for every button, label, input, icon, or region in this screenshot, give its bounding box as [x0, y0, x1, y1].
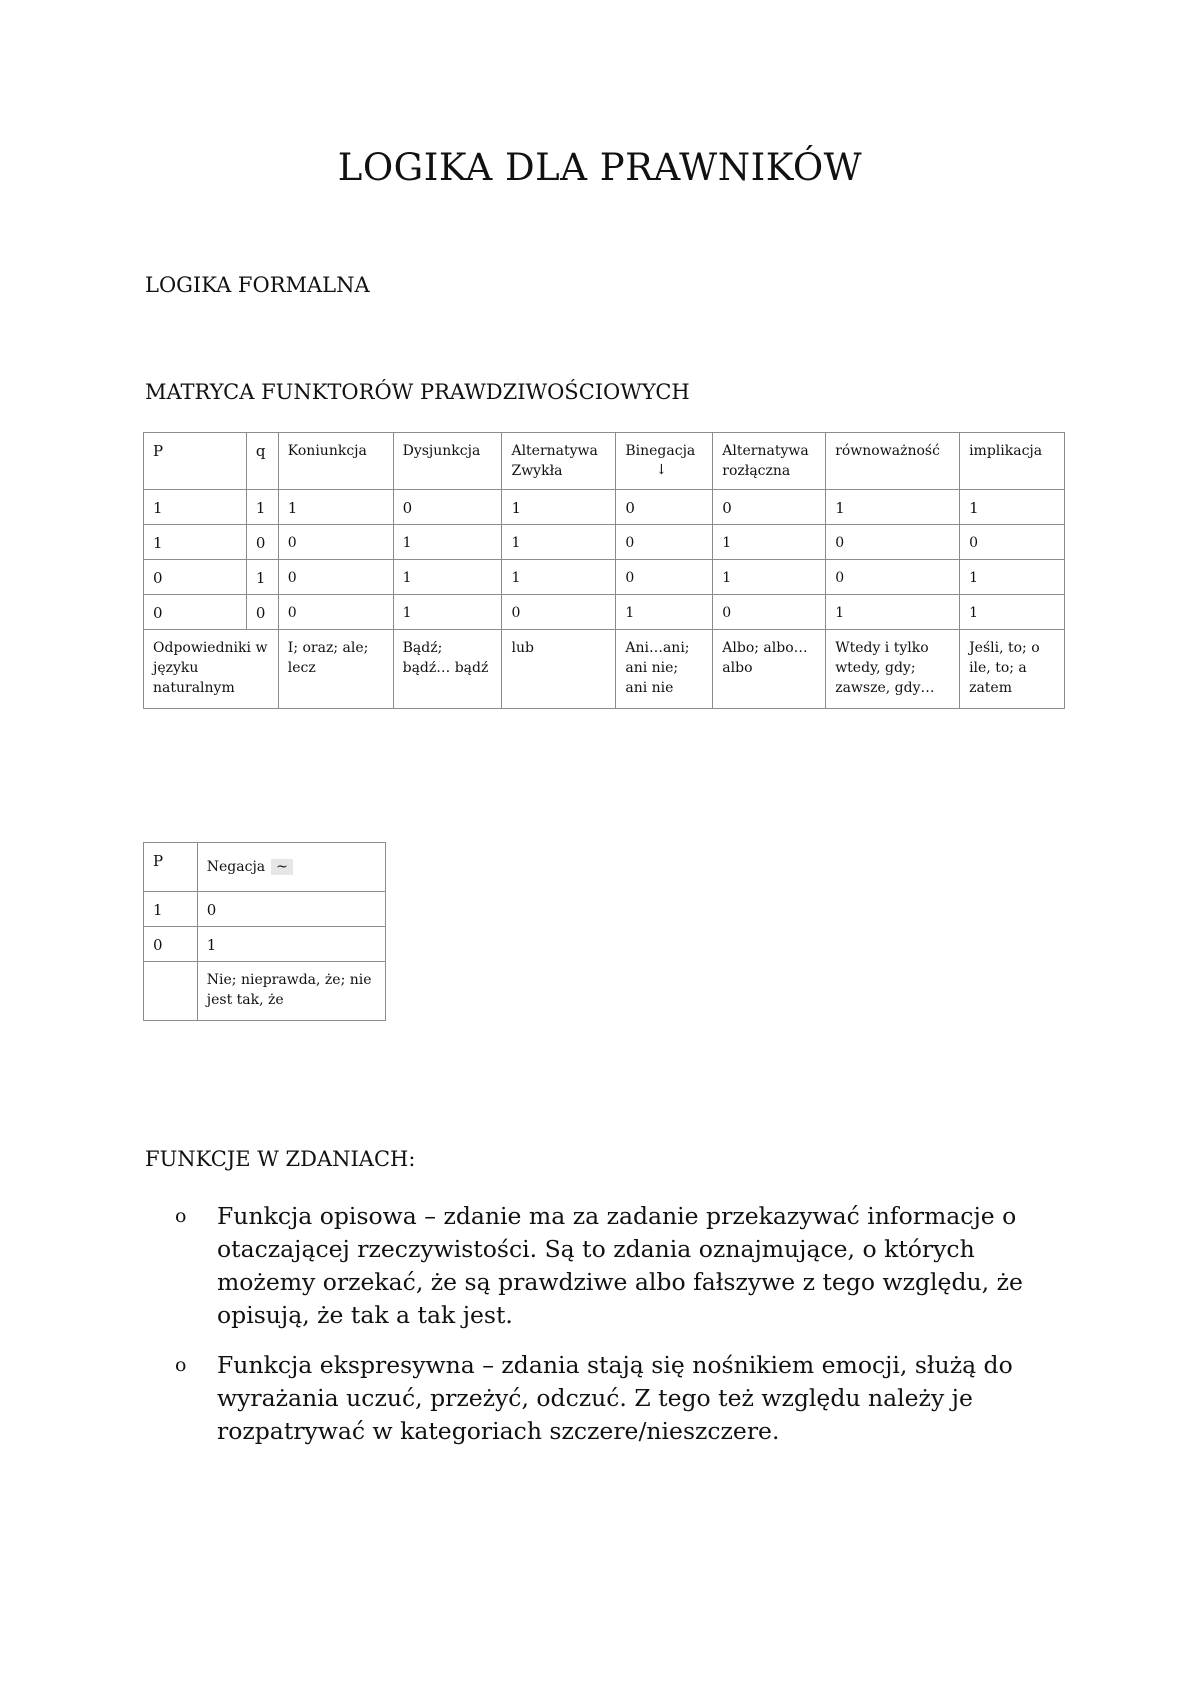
table-cell: 1 [960, 490, 1065, 525]
table-cell: 1 [826, 490, 960, 525]
list-item-text: Funkcja ekspresywna – zdania stają się nośnikiem emocji, służą do wyrażania uczuć, przeżyć, odczuć. Z tego też względu należy je rozpatrywać w kategoriach szczere/nieszczere. [217, 1351, 1013, 1445]
table-row [144, 525, 1065, 560]
table-cell: 1 [393, 560, 502, 595]
functions-list [175, 1200, 1055, 1465]
table-cell: 0 [616, 490, 713, 525]
negation-table [143, 842, 386, 1021]
matrix-header-row [144, 433, 1065, 490]
table-cell: 0 [278, 595, 393, 630]
table-cell: 0 [502, 595, 616, 630]
header-cell-p: P [144, 433, 247, 490]
header-cell-alternatywa-zwykla: Alternatywa Zwykła [502, 433, 616, 490]
table-cell: 0 [616, 560, 713, 595]
table-cell: 1 [713, 525, 826, 560]
table-row [144, 560, 1065, 595]
table-cell: 0 [713, 490, 826, 525]
table-cell: 1 [197, 927, 385, 962]
table-cell [144, 962, 198, 1021]
table-cell: 0 [197, 892, 385, 927]
negation-header-row [144, 843, 386, 892]
table-cell: Jeśli, to; o ile, to; a zatem [960, 630, 1065, 709]
table-cell: 1 [144, 892, 198, 927]
negation-header-negacja [197, 843, 385, 892]
table-cell: 1 [713, 560, 826, 595]
table-cell: 0 [826, 525, 960, 560]
negation-natural-row [144, 962, 386, 1021]
table-cell: 0 [246, 525, 278, 560]
table-row [144, 892, 386, 927]
natural-language-label: Odpowiedniki w języku naturalnym [144, 630, 279, 709]
table-cell: 0 [960, 525, 1065, 560]
natural-language-row [144, 630, 1065, 709]
table-cell: 0 [713, 595, 826, 630]
table-cell: 0 [246, 595, 278, 630]
table-cell: 1 [960, 560, 1065, 595]
table-cell: 1 [393, 525, 502, 560]
list-item [175, 1200, 1055, 1332]
circle-bullet-icon: o [175, 1205, 187, 1227]
list-item [175, 1349, 1055, 1448]
header-cell-dysjunkcja: Dysjunkcja [393, 433, 502, 490]
table-cell: 0 [278, 525, 393, 560]
table-cell: Wtedy i tylko wtedy, gdy; zawsze, gdy… [826, 630, 960, 709]
table-cell: 1 [246, 490, 278, 525]
table-cell: 1 [246, 560, 278, 595]
table-cell: 1 [502, 560, 616, 595]
table-row [144, 927, 386, 962]
header-cell-q: q [246, 433, 278, 490]
binegacja-label: Binegacja [625, 443, 696, 459]
table-cell: 1 [502, 490, 616, 525]
table-cell: I; oraz; ale; lecz [278, 630, 393, 709]
table-cell: 1 [144, 525, 247, 560]
table-cell: 1 [826, 595, 960, 630]
tilde-symbol: ~ [271, 859, 293, 875]
section-heading-matryca: MATRYCA FUNKTORÓW PRAWDZIWOŚCIOWYCH [145, 380, 690, 404]
table-row [144, 490, 1065, 525]
down-arrow-icon: ↓ [655, 462, 668, 478]
table-row [144, 595, 1065, 630]
header-cell-binegacja [616, 433, 713, 490]
table-cell: 0 [278, 560, 393, 595]
truth-matrix-table [143, 432, 1065, 709]
table-cell: 1 [144, 490, 247, 525]
table-cell: 0 [144, 927, 198, 962]
table-cell: Albo; albo…albo [713, 630, 826, 709]
header-cell-rownowaznosc: równoważność [826, 433, 960, 490]
table-cell: 1 [616, 595, 713, 630]
document-title: LOGIKA DLA PRAWNIKÓW [337, 146, 863, 189]
table-cell: 0 [393, 490, 502, 525]
negation-header-p: P [144, 843, 198, 892]
table-cell: 1 [278, 490, 393, 525]
table-cell: 0 [144, 595, 247, 630]
table-cell: 0 [144, 560, 247, 595]
table-cell: 1 [960, 595, 1065, 630]
table-cell: Bądź; bądź… bądź [393, 630, 502, 709]
list-item-text: Funkcja opisowa – zdanie ma za zadanie przekazywać informacje o otaczającej rzeczywistości. Są to zdania oznajmujące, o których możemy orzekać, że są prawdziwe albo fałszywe z tego względu, że opisują, że tak a tak jest. [217, 1202, 1023, 1329]
table-cell: lub [502, 630, 616, 709]
negacja-label: Negacja [206, 859, 266, 875]
table-cell: 0 [616, 525, 713, 560]
negation-natural-cell: Nie; nieprawda, że; nie jest tak, że [197, 962, 385, 1021]
table-cell: Ani…ani; ani nie; ani nie [616, 630, 713, 709]
table-cell: 0 [826, 560, 960, 595]
table-cell: 1 [502, 525, 616, 560]
section-heading-logika-formalna: LOGIKA FORMALNA [145, 273, 370, 297]
header-cell-implikacja: implikacja [960, 433, 1065, 490]
table-cell: 1 [393, 595, 502, 630]
section-heading-funkcje: FUNKCJE W ZDANIACH: [145, 1147, 416, 1171]
header-cell-alternatywa-rozlaczna: Alternatywa rozłączna [713, 433, 826, 490]
circle-bullet-icon: o [175, 1354, 187, 1376]
header-cell-koniunkcja: Koniunkcja [278, 433, 393, 490]
